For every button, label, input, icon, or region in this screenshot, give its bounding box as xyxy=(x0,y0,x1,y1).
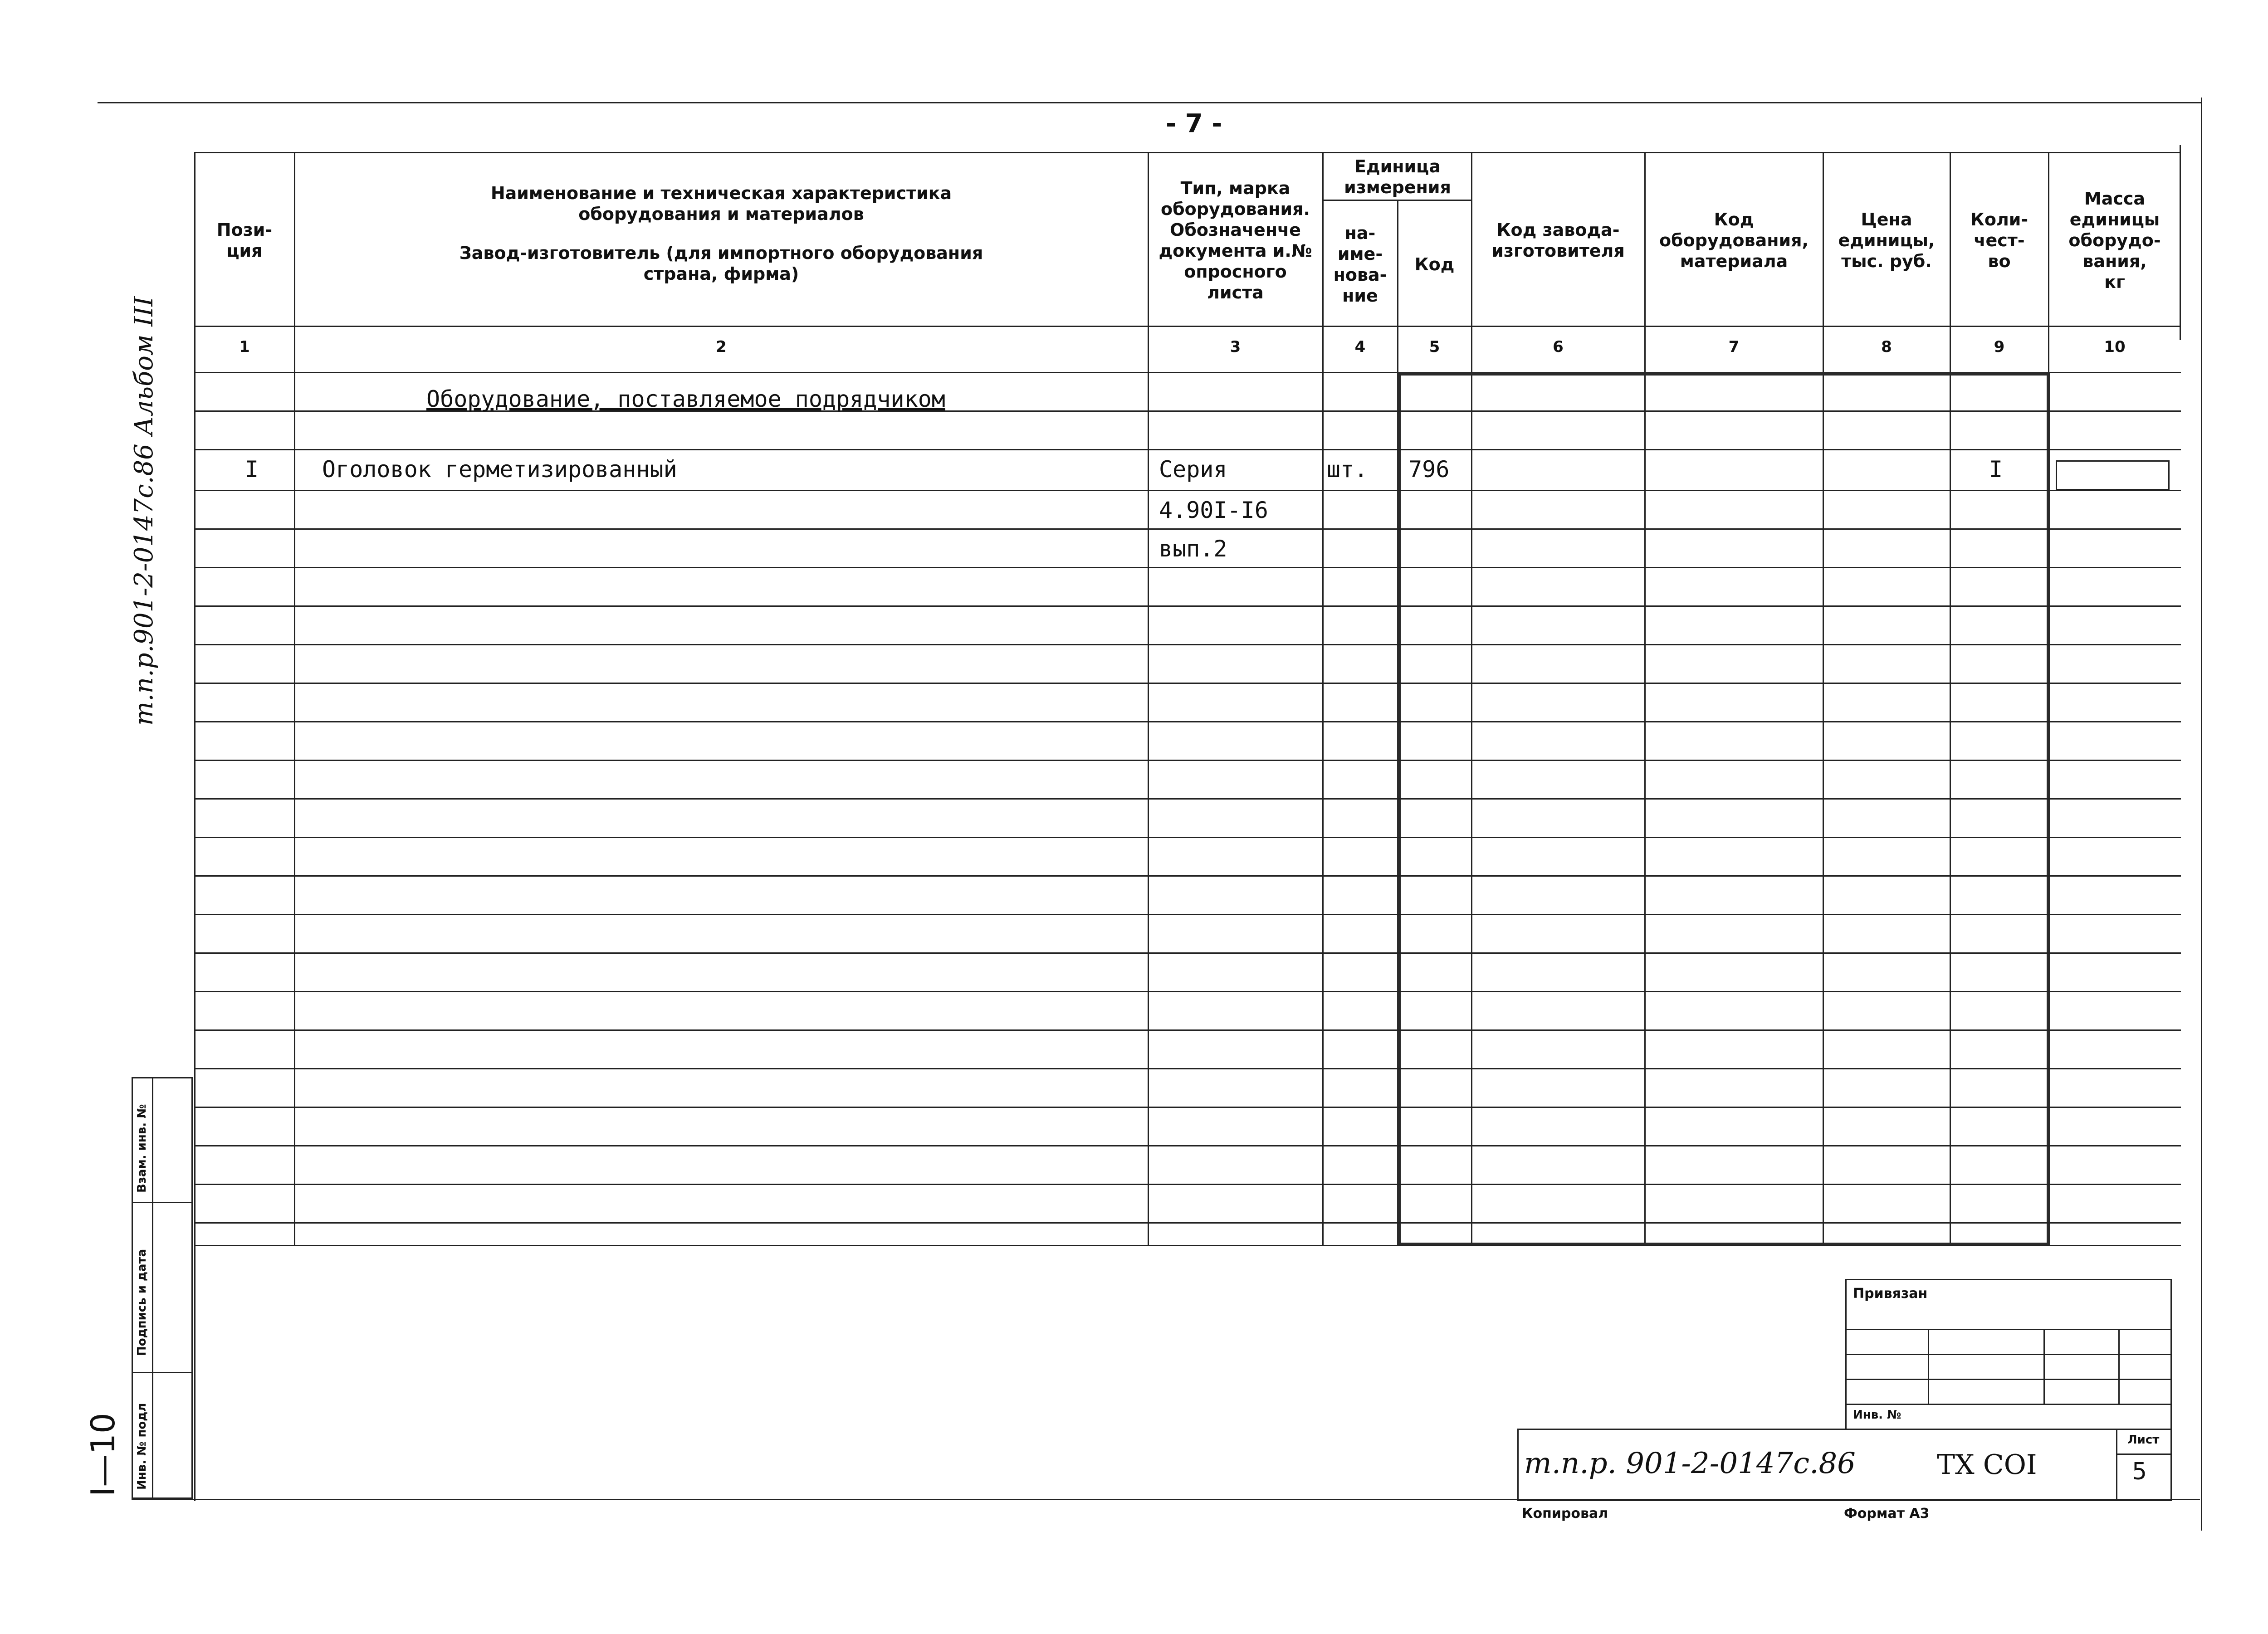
header-factory-code: Код завода- изготовителя xyxy=(1491,220,1625,261)
column-number: 1 xyxy=(239,338,250,356)
table-top-line xyxy=(194,152,2181,153)
stamp-podpis: Подпись и дата xyxy=(135,1249,149,1356)
title-col xyxy=(2043,1329,2045,1404)
header-quantity: Коли- чест- во xyxy=(1970,210,2028,271)
bold-frame-top xyxy=(1397,372,2050,376)
header-unit: Единица измерения xyxy=(1344,156,1451,197)
header-price: Цена единицы, тыс. руб. xyxy=(1838,210,1935,271)
row-line xyxy=(194,1068,2181,1069)
title-col xyxy=(2118,1329,2120,1404)
sheet-divider xyxy=(2116,1454,2172,1455)
mass-input-box[interactable] xyxy=(2056,460,2170,490)
header-position: Пози- ция xyxy=(216,220,273,261)
bold-frame-left xyxy=(1397,372,1401,1246)
row-line xyxy=(194,605,2181,607)
row-line xyxy=(194,490,2181,491)
row-line xyxy=(194,991,2181,992)
row-line xyxy=(194,875,2181,877)
bold-frame-right xyxy=(2047,372,2050,1246)
row-line xyxy=(194,528,2181,530)
section-title: Оборудование, поставляемое подрядчиком xyxy=(426,386,945,412)
title-line xyxy=(1845,1404,2172,1405)
frame-right xyxy=(2201,98,2202,1531)
page-number: - 7 - xyxy=(1166,109,1222,138)
row-line xyxy=(194,567,2181,568)
table-bottom-line xyxy=(194,1245,2181,1246)
row-line xyxy=(194,683,2181,684)
row-line xyxy=(194,798,2181,800)
row-type-series: Серия xyxy=(1159,456,1227,483)
col-divider xyxy=(294,152,295,1245)
header-type: Тип, марка оборудования. Обозначенче документа и.№ опросного листа xyxy=(1158,178,1312,302)
header-unit-name: на- име- нова- ние xyxy=(1333,223,1387,306)
frame-top xyxy=(98,102,2202,103)
column-number: 9 xyxy=(1994,338,2005,356)
row-line xyxy=(194,952,2181,954)
column-number: 3 xyxy=(1230,338,1241,356)
title-line xyxy=(1845,1379,2172,1380)
page-mark: I—10 xyxy=(84,1413,122,1497)
kopiroval-label: Копировал xyxy=(1522,1506,1608,1522)
column-number: 7 xyxy=(1728,338,1740,356)
row-line xyxy=(194,1145,2181,1146)
row-name: Оголовок герметизированный xyxy=(322,456,677,483)
sheet-label: Лист xyxy=(2127,1433,2160,1447)
row-line xyxy=(194,449,2181,450)
sheet-number: 5 xyxy=(2132,1458,2147,1485)
title-line xyxy=(1845,1329,2172,1330)
row-type-issue: вып.2 xyxy=(1159,536,1227,562)
row-line xyxy=(194,1029,2181,1031)
format-label: Формат А3 xyxy=(1844,1506,1930,1522)
row-type-number: 4.90I-I6 xyxy=(1159,497,1268,523)
column-number: 2 xyxy=(716,338,727,356)
inv-no-label: Инв. № xyxy=(1853,1408,1901,1422)
header-unit-code: Код xyxy=(1414,254,1455,274)
margin-note: т.п.р.901-2-0147с.86 Альбом III xyxy=(129,296,159,726)
column-number: 8 xyxy=(1881,338,1892,356)
column-number: 6 xyxy=(1553,338,1564,356)
row-unit-code: 796 xyxy=(1408,456,1450,483)
row-position: I xyxy=(245,456,259,483)
side-stamp-divider xyxy=(132,1372,193,1373)
row-line xyxy=(194,760,2181,761)
row-quantity: I xyxy=(1989,456,2003,483)
row-line xyxy=(194,914,2181,915)
title-line xyxy=(1845,1354,2172,1355)
row-line xyxy=(194,644,2181,645)
column-number: 4 xyxy=(1354,338,1366,356)
row-line xyxy=(194,1184,2181,1185)
side-stamp-divider xyxy=(132,1202,193,1203)
stamp-inv-podl: Инв. № подл xyxy=(135,1403,149,1490)
column-number: 5 xyxy=(1429,338,1440,356)
header-mass: Масса единицы оборудо- вания, кг xyxy=(2068,189,2161,292)
header-equipment-code: Код оборудования, материала xyxy=(1659,210,1809,271)
sheet-divider xyxy=(2116,1429,2117,1501)
title-col xyxy=(1928,1329,1929,1404)
row-unit-name: шт. xyxy=(1327,456,1368,483)
row-line xyxy=(194,721,2181,722)
doc-code: т.п.р. 901-2-0147с.86 xyxy=(1524,1447,1856,1480)
side-stamp-divider xyxy=(152,1077,153,1499)
privyazan-label: Привязан xyxy=(1853,1286,1928,1302)
stamp-vzam: Взам. инв. № xyxy=(135,1104,149,1193)
column-number: 10 xyxy=(2104,338,2126,356)
sheet-code: ТХ СОI xyxy=(1937,1449,2037,1481)
row-line xyxy=(194,1222,2181,1224)
row-line xyxy=(194,1107,2181,1108)
row-line xyxy=(194,837,2181,838)
header-name: Наименование и техническая характеристика оборудования и материалов Завод-изготовитель (для импортного оборудования страна, фирма) xyxy=(459,183,983,284)
